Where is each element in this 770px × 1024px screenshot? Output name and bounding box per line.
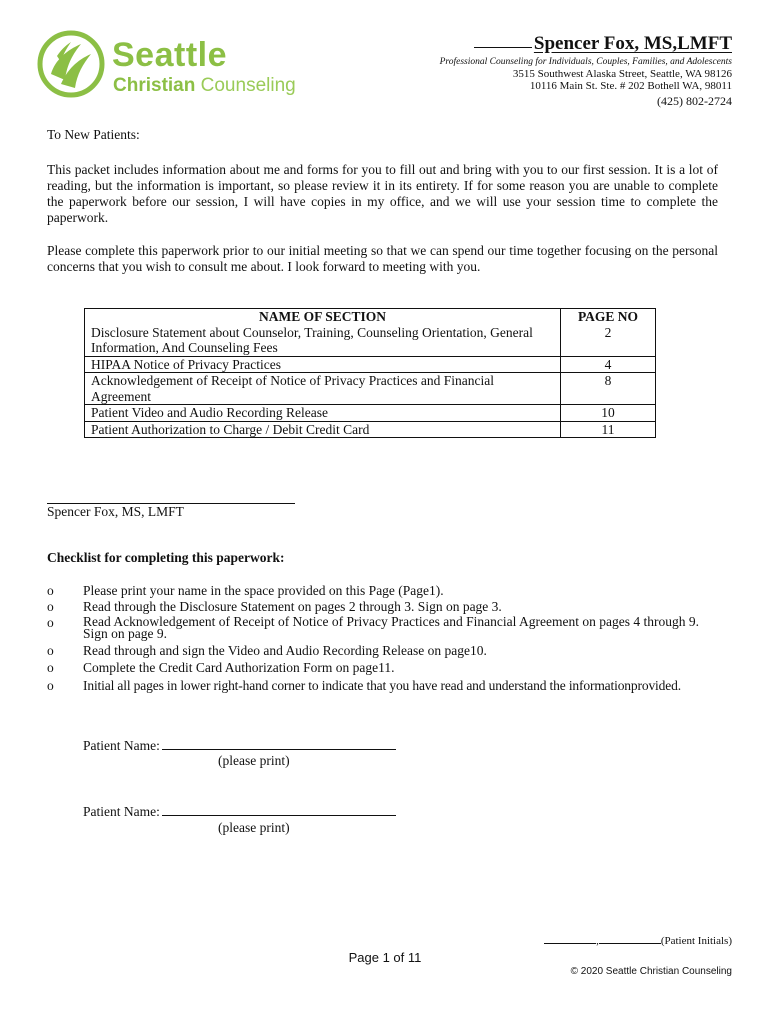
initials-label: (Patient Initials) [660,935,732,947]
bullet-icon: o [47,678,54,693]
greeting: To New Patients: [47,127,140,142]
instructions-paragraph: Please complete this paperwork prior to our initial meeting so that we can spend our time together focusing on the personal concerns that you wish to consult me about. I look forward to meeting with you. [47,243,718,274]
bullet-icon: o [47,599,54,614]
logo-wordmark-christian-counseling [113,75,296,97]
bullet-icon: o [47,615,54,630]
checklist-item [47,584,727,598]
phone-number: (425) 802-2724 [657,94,732,108]
section-page: 8 [561,373,656,405]
please-print-hint: (please print) [218,753,290,768]
table-row [85,325,656,357]
section-page: 10 [561,405,656,422]
table-row [85,373,656,405]
initials-line-1[interactable] [544,933,596,944]
checklist-item-text: Initial all pages in lower right-hand corner to indicate that you have read and understand the informationprovided. [83,678,681,693]
patient-name-field [83,737,396,754]
column-header-page: PAGE NO [561,309,656,325]
section-name: Disclosure Statement about Counselor, Training, Counseling Orientation, General Information, And Counseling Fees [85,325,561,357]
table-row [85,405,656,422]
checklist-item [47,600,727,614]
logo-wordmark-seattle: Seattle [112,36,227,74]
section-name: Acknowledgement of Receipt of Notice of Privacy Practices and Financial Agreement [85,373,561,405]
checklist-title: Checklist for completing this paperwork: [47,550,285,565]
counselor-name-heading [474,33,732,55]
section-name: HIPAA Notice of Privacy Practices [85,356,561,373]
table-row [85,356,656,373]
checklist-item-text: Read through and sign the Video and Audio Recording Release on page10. [83,643,487,658]
heading-underline-lead [474,47,532,48]
column-header-section: NAME OF SECTION [85,309,561,325]
checklist-item-text: Read Acknowledgement of Receipt of Notice of Privacy Practices and Financial Agreement on pages 4 through 9. Sign on page 9. [83,614,699,641]
initials-separator: , [596,935,599,947]
address-bothell: 10116 Main St. Ste. # 202 Bothell WA, 98011 [529,80,732,92]
patient-name-label: Patient Name: [83,804,160,819]
bullet-icon: o [47,660,54,675]
patient-name-input-line[interactable] [162,737,396,750]
initials-line-2[interactable] [599,933,661,944]
section-page: 4 [561,356,656,373]
sections-table [84,308,656,438]
checklist-item-text: Read through the Disclosure Statement on pages 2 through 3. Sign on page 3. [83,599,502,614]
page-number: Page 1 of 11 [348,950,422,965]
patient-name-label: Patient Name: [83,738,160,753]
table-header-row [85,309,656,325]
checklist-item [47,616,727,644]
counselor-name-text: Spencer Fox, MS,LMFT [533,33,732,54]
table-row [85,421,656,438]
logo-word-counseling: Counseling [200,75,296,96]
copyright-notice: © 2020 Seattle Christian Counseling [570,966,732,977]
practice-tagline: Professional Counseling for Individuals, Couples, Families, and Adolescents [439,57,732,67]
section-page: 2 [561,325,656,357]
patient-initials-field [544,933,732,947]
bullet-icon: o [47,583,54,598]
patient-name-field [83,803,396,820]
section-page: 11 [561,421,656,438]
logo-word-christian: Christian [113,75,196,96]
section-name: Patient Video and Audio Recording Release [85,405,561,422]
bullet-icon: o [47,643,54,658]
logo-icon [37,30,105,98]
intro-paragraph: This packet includes information about me and forms for you to fill out and bring with you to our first session. It is a lot of reading, but the information is important, so please review it in its entirety. If for some reason you are unable to complete the paperwork before our session, I will have copies in my office, and we will use your session time to complete the paperwork. [47,162,718,225]
address-seattle: 3515 Southwest Alaska Street, Seattle, WA 98126 [512,68,732,80]
signature-name: Spencer Fox, MS, LMFT [47,504,184,519]
checklist-item-text: Please print your name in the space provided on this Page (Page1). [83,583,444,598]
section-name: Patient Authorization to Charge / Debit Credit Card [85,421,561,438]
checklist-item-text: Complete the Credit Card Authorization Form on page11. [83,660,395,675]
checklist-item [47,679,727,693]
please-print-hint: (please print) [218,820,290,835]
patient-name-input-line[interactable] [162,803,396,816]
checklist-item [47,661,727,675]
checklist-item [47,644,727,658]
